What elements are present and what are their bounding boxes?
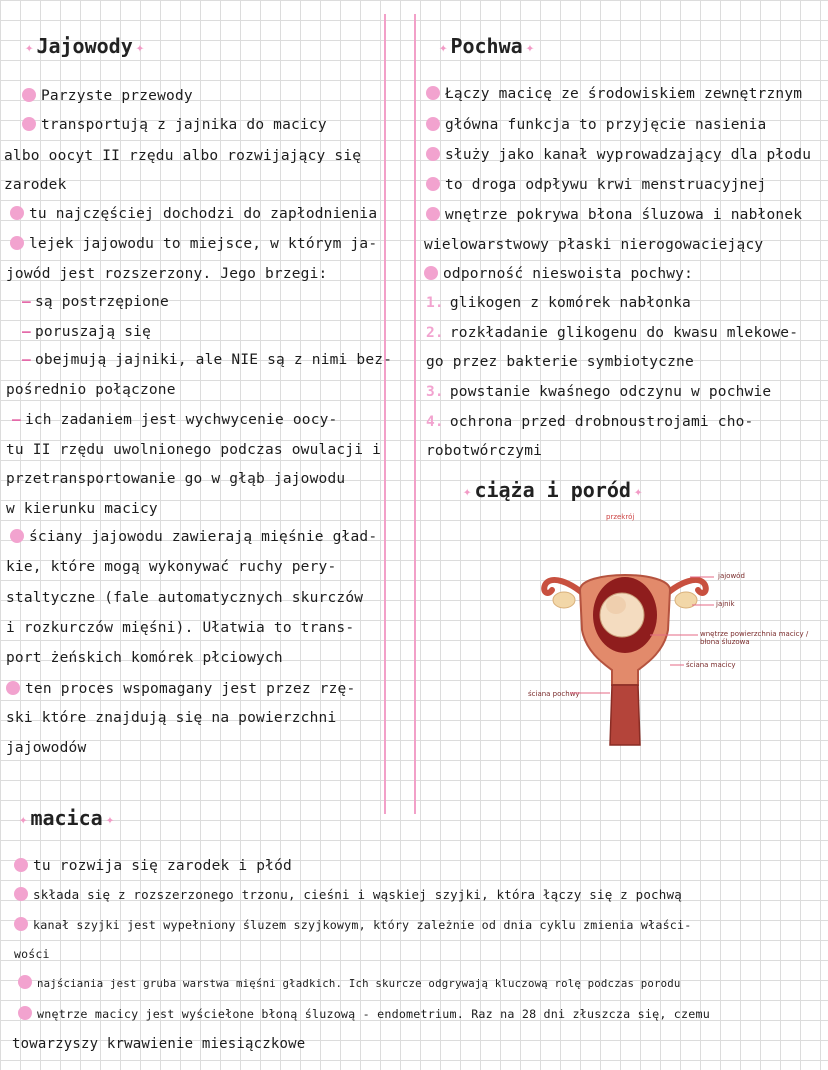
list-item: wnętrze pokrywa błona śluzowa i nabłonek <box>426 205 802 225</box>
text-line: jajowodów <box>6 740 87 756</box>
bullet-dot <box>14 858 28 872</box>
list-item: Łączy macicę ze środowiskiem zewnętrznym <box>426 84 802 104</box>
text-line: w kierunku macicy <box>6 501 158 517</box>
text-line: wości <box>14 947 50 961</box>
list-item: – są postrzępione <box>22 294 169 310</box>
list-item: Parzyste przewody <box>22 86 193 106</box>
text-line: ski które znajdują się na powierzchni <box>6 710 337 726</box>
bullet-dot <box>18 975 32 989</box>
bullet-dot <box>426 86 440 100</box>
numbered-item: 4. ochrona przed drobnoustrojami cho- <box>426 414 754 430</box>
label-jajowod: jajowód <box>718 572 745 580</box>
label-sciana-macicy: ściana macicy <box>686 661 736 669</box>
bullet-dot <box>424 266 438 280</box>
bullet-dot <box>426 207 440 221</box>
bullet-dot <box>18 1006 32 1020</box>
text-line: zarodek <box>4 177 67 193</box>
list-item: tu najczęściej dochodzi do zapłodnienia <box>10 204 377 224</box>
list-item: to droga odpływu krwi menstruacyjnej <box>426 175 766 195</box>
text-line: towarzyszy krwawienie miesiączkowe <box>12 1036 306 1052</box>
label-line-pochwa <box>570 690 610 700</box>
list-item: transportują z jajnika do macicy <box>22 115 327 135</box>
text-line: pośrednio połączone <box>6 382 176 398</box>
list-item: ten proces wspomagany jest przez rzę- <box>6 679 355 699</box>
bullet-dot <box>10 529 24 543</box>
diagram-caption: przekrój <box>606 513 635 521</box>
list-item: wnętrze macicy jest wyściełone błoną śluzową - endometrium. Raz na 28 dni złuszcza się, czemu <box>18 1004 710 1024</box>
text-line: albo oocyt II rzędu albo rozwijający się <box>4 148 362 164</box>
text-line: go przez bakterie symbiotyczne <box>426 354 694 370</box>
text-line: przetransportowanie go w głąb jajowodu <box>6 471 346 487</box>
bullet-dot <box>22 117 36 131</box>
bullet-dot <box>10 206 24 220</box>
list-item: składa się z rozszerzonego trzonu, cieśni i wąskiej szyjki, która łączy się z pochwą <box>14 885 682 905</box>
label-sciana-pochwy: ściana pochwy <box>528 690 580 698</box>
text-line: port żeńskich komórek płciowych <box>6 650 283 666</box>
list-item: odporność nieswoista pochwy: <box>424 264 693 284</box>
text-line: wielowarstwowy płaski nierogowaciejący <box>424 237 764 253</box>
label-wnetrze: wnętrze powierzchnia macicy / błona śluzowa <box>700 630 809 646</box>
list-item: – poruszają się <box>22 324 152 340</box>
bullet-dot <box>426 147 440 161</box>
text-line: kie, które mogą wykonywać ruchy pery- <box>6 559 337 575</box>
list-item: kanał szyjki jest wypełniony śluzem szyjkowym, który zależnie od dnia cyklu zmienia właści- <box>14 915 692 935</box>
list-item: główna funkcja to przyjęcie nasienia <box>426 115 766 135</box>
section-title-ciaza: ✦ ciąża i poród ✦ <box>456 478 649 502</box>
bullet-dot <box>426 177 440 191</box>
list-item: tu rozwija się zarodek i płód <box>14 856 292 876</box>
section-title-jajowody: ✦ Jajowody ✦ <box>18 34 151 58</box>
bullet-dot <box>426 117 440 131</box>
numbered-item: 3. powstanie kwaśnego odczynu w pochwie <box>426 384 772 400</box>
bullet-dot <box>10 236 24 250</box>
list-item: lejek jajowodu to miejsce, w którym ja- <box>10 234 377 254</box>
text-line: i rozkurczów mięśni). Ułatwia to trans- <box>6 620 355 636</box>
list-item: – ich zadaniem jest wychwycenie oocy- <box>12 412 338 428</box>
numbered-item: 2. rozkładanie glikogenu do kwasu mlekowe- <box>426 325 799 341</box>
text-line: jowód jest rozszerzony. Jego brzegi: <box>6 266 328 282</box>
text-line: robotwórczymi <box>426 443 543 459</box>
list-item: służy jako kanał wyprowadzający dla płodu <box>426 145 811 165</box>
bullet-dot <box>6 681 20 695</box>
bullet-dot <box>14 917 28 931</box>
bullet-dot <box>22 88 36 102</box>
text-line: tu II rzędu uwolnionego podczas owulacji i <box>6 442 382 458</box>
ovary-left <box>553 592 575 608</box>
diagram-label-lines <box>580 565 720 705</box>
bullet-dot <box>14 887 28 901</box>
column-divider-right <box>414 14 416 814</box>
list-item: najściania jest gruba warstwa mięśni gładkich. Ich skurcze odgrywają kluczową rolę podczas porodu <box>18 974 681 994</box>
column-divider-left <box>384 14 386 814</box>
text-line: staltyczne (fale automatycznych skurczów <box>6 590 364 606</box>
section-title-pochwa: ✦ Pochwa ✦ <box>432 34 541 58</box>
label-jajnik: jajnik <box>716 600 735 608</box>
numbered-item: 1. glikogen z komórek nabłonka <box>426 295 691 311</box>
list-item: ściany jajowodu zawierają mięśnie gład- <box>10 527 377 547</box>
list-item: – obejmują jajniki, ale NIE są z nimi bez- <box>22 352 393 368</box>
section-title-macica: ✦ macica ✦ <box>12 806 121 830</box>
